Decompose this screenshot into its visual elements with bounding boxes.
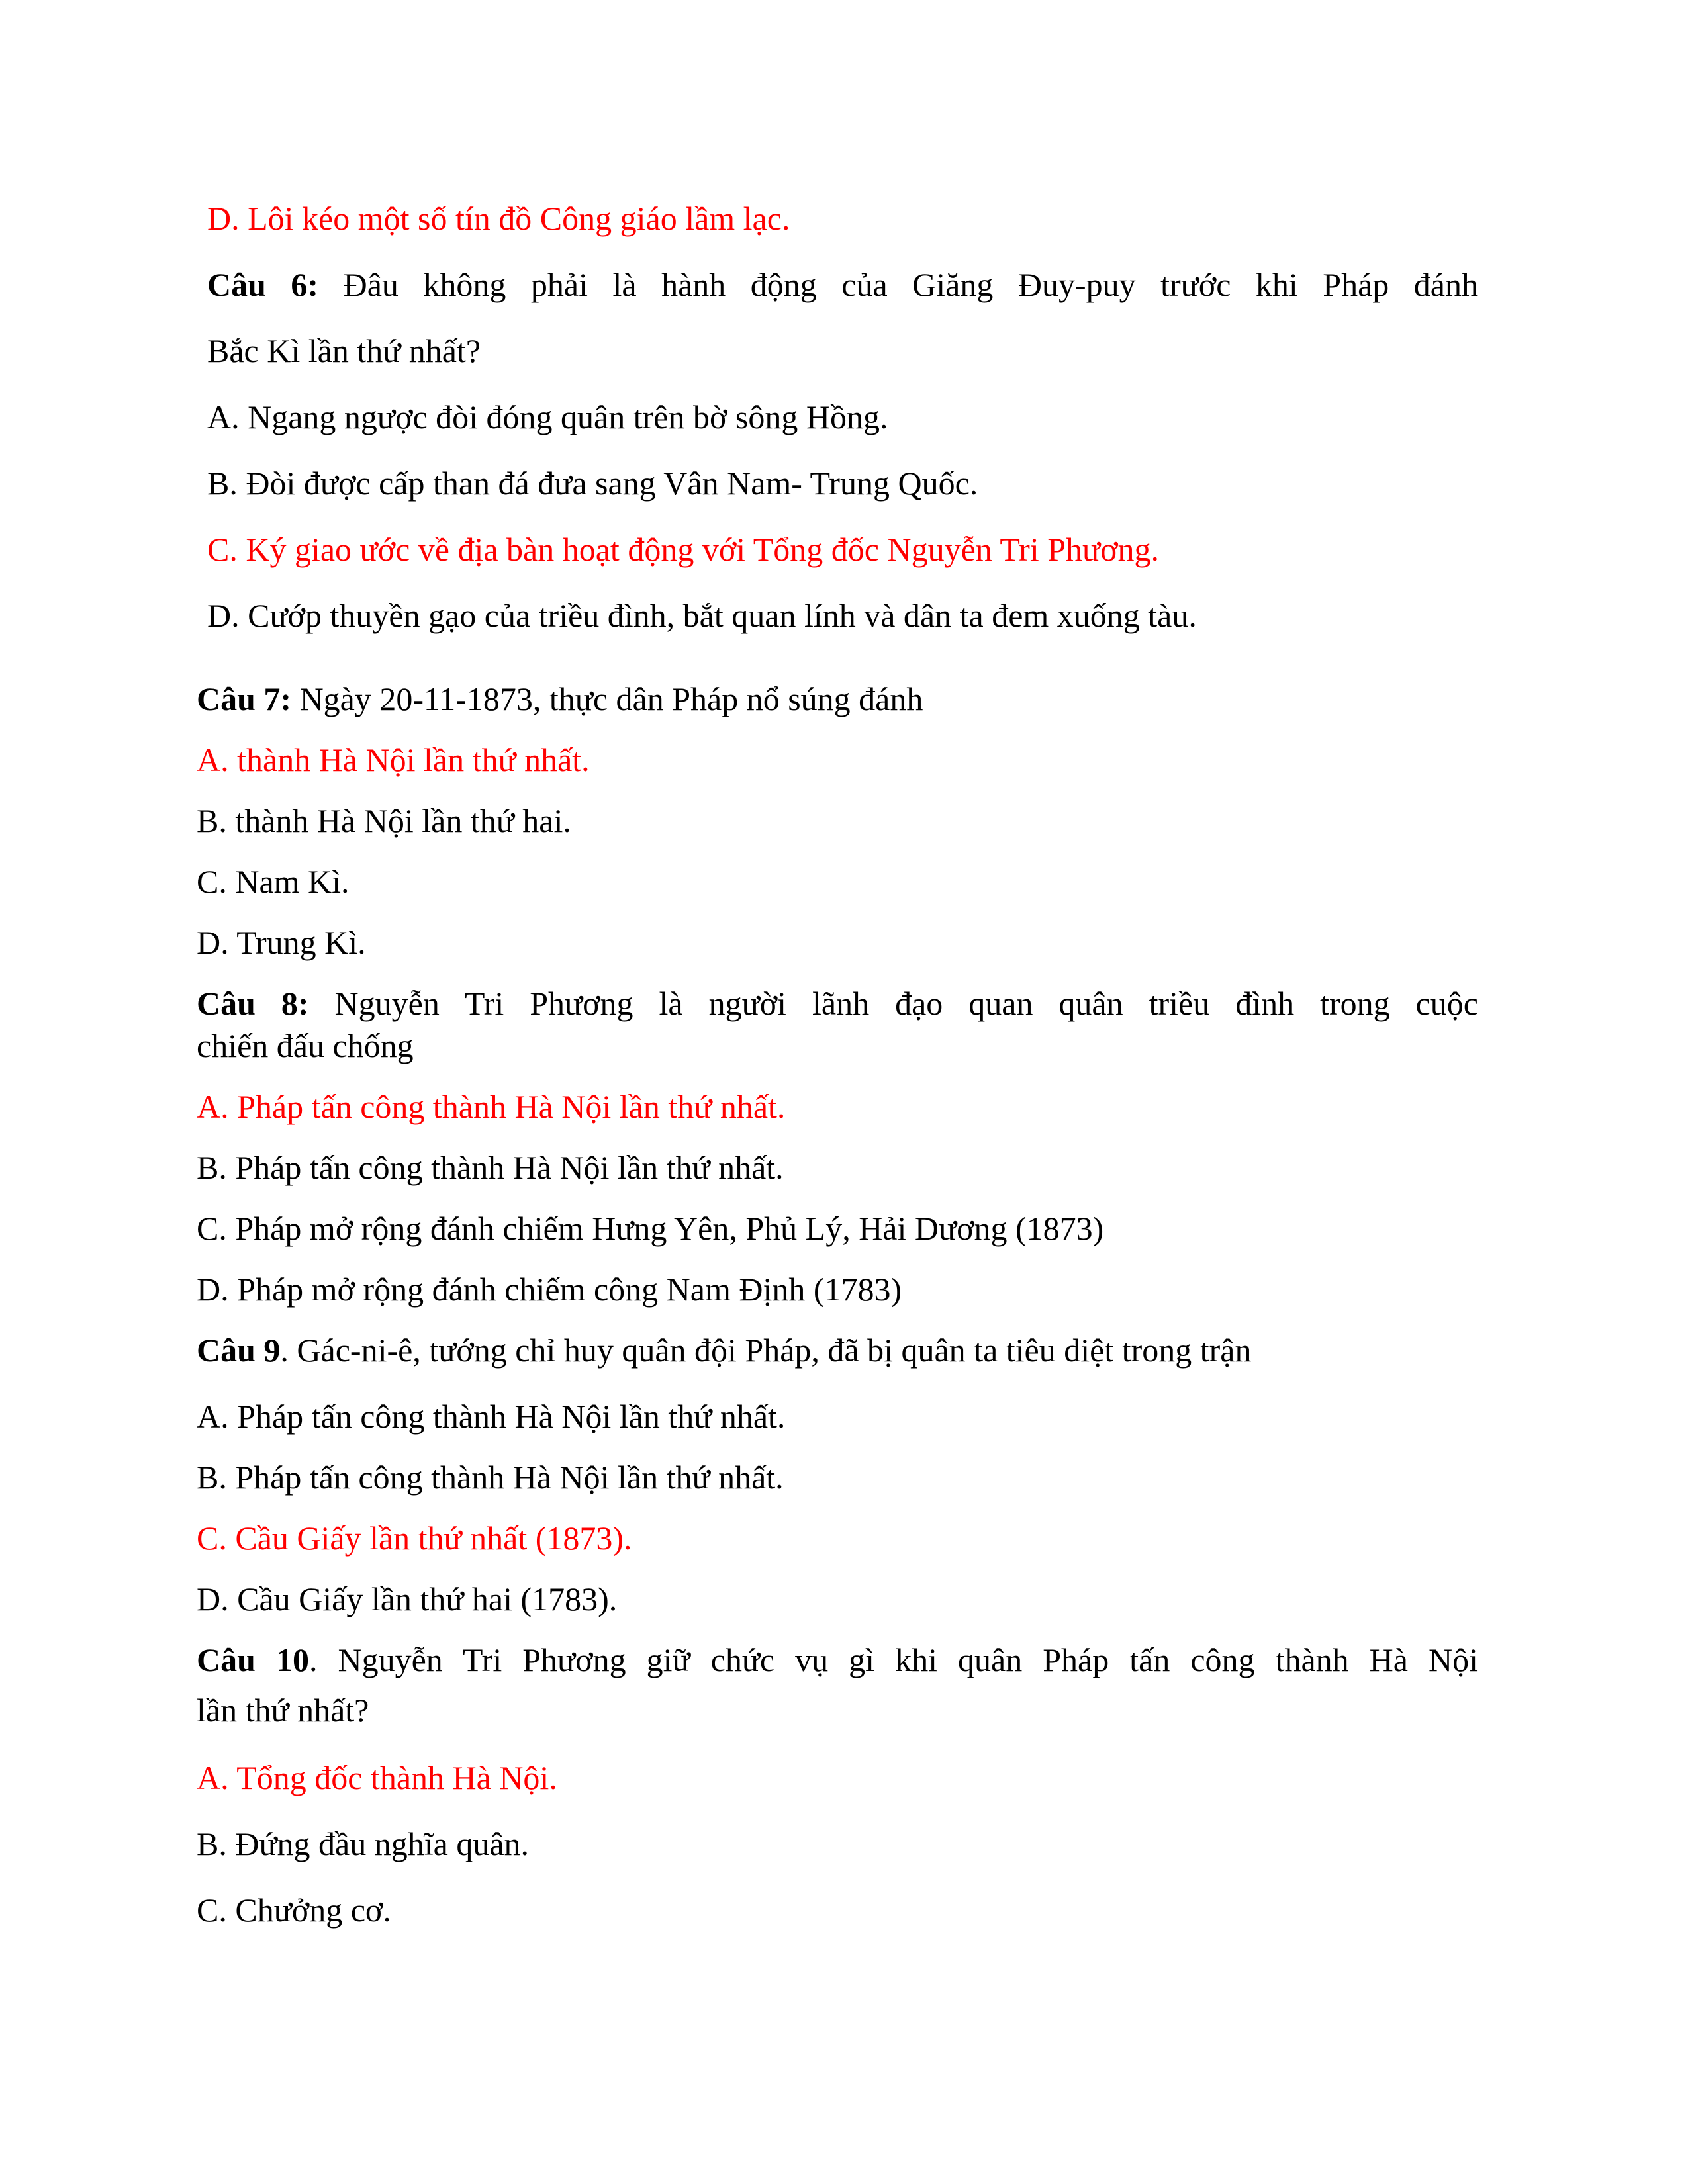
question-9-label: Câu 9 xyxy=(197,1332,281,1369)
question-6-option-c: C. Ký giao ước về địa bàn hoạt động với Tổng đốc Nguyễn Tri Phương. xyxy=(207,531,1160,568)
question-6-option-a: A. Ngang ngược đòi đóng quân trên bờ sông Hồng. xyxy=(207,398,888,435)
question-7-text: Ngày 20-11-1873, thực dân Pháp nổ súng đánh xyxy=(291,680,923,717)
question-6-text-cont: Bắc Kì lần thứ nhất? xyxy=(207,332,481,369)
question-10-option-b: B. Đứng đầu nghĩa quân. xyxy=(197,1825,530,1862)
question-10-text: . Nguyễn Tri Phương giữ chức vụ gì khi quân Pháp tấn công thành Hà Nội xyxy=(308,1641,1479,1678)
question-10 xyxy=(197,1640,1478,1680)
question-6-option-d: D. Cướp thuyền gạo của triều đình, bắt quan lính và dân ta đem xuống tàu. xyxy=(207,597,1197,634)
question-8-text-cont: chiến đấu chống xyxy=(197,1027,414,1064)
question-8-option-a: A. Pháp tấn công thành Hà Nội lần thứ nhất. xyxy=(197,1088,786,1125)
question-10-option-a: A. Tổng đốc thành Hà Nội. xyxy=(197,1759,557,1796)
question-10-option-c: C. Chưởng cơ. xyxy=(197,1891,391,1929)
question-10-label: Câu 10 xyxy=(197,1641,309,1678)
question-10-text-cont: lần thứ nhất? xyxy=(197,1692,369,1729)
question-9-option-a: A. Pháp tấn công thành Hà Nội lần thứ nhất. xyxy=(197,1398,786,1435)
question-8 xyxy=(197,983,1478,1023)
question-8-text: Nguyễn Tri Phương là người lãnh đạo quan quân triều đình trong cuộc xyxy=(308,985,1478,1022)
question-7-option-a: A. thành Hà Nội lần thứ nhất. xyxy=(197,741,590,778)
question-9-text: . Gác-ni-ê, tướng chỉ huy quân đội Pháp, đã bị quân ta tiêu diệt trong trận xyxy=(280,1332,1252,1369)
question-9-option-b: B. Pháp tấn công thành Hà Nội lần thứ nhất. xyxy=(197,1459,784,1496)
question-9-option-c: C. Cầu Giấy lần thứ nhất (1873). xyxy=(197,1520,632,1557)
prev-answer-d: D. Lôi kéo một số tín đồ Công giáo lầm lạc. xyxy=(207,200,790,237)
question-8-label: Câu 8: xyxy=(197,985,309,1022)
question-6-text: Đâu không phải là hành động của Giăng Đuy-puy trước khi Pháp đánh xyxy=(318,266,1478,303)
question-8-option-b: B. Pháp tấn công thành Hà Nội lần thứ nhất. xyxy=(197,1149,784,1186)
question-8-option-c: C. Pháp mở rộng đánh chiếm Hưng Yên, Phủ Lý, Hải Dương (1873) xyxy=(197,1210,1104,1247)
question-9-option-d: D. Cầu Giấy lần thứ hai (1783). xyxy=(197,1580,618,1617)
question-9 xyxy=(197,1330,1478,1370)
question-7-label: Câu 7: xyxy=(197,680,292,717)
question-8-option-d: D. Pháp mở rộng đánh chiếm công Nam Định (1783) xyxy=(197,1271,902,1308)
question-6-label: Câu 6: xyxy=(207,266,319,303)
question-7-option-b: B. thành Hà Nội lần thứ hai. xyxy=(197,802,571,839)
question-6-option-b: B. Đòi được cấp than đá đưa sang Vân Nam- Trung Quốc. xyxy=(207,465,978,502)
question-7 xyxy=(197,679,1478,719)
question-7-option-d: D. Trung Kì. xyxy=(197,924,366,961)
question-7-option-c: C. Nam Kì. xyxy=(197,863,350,900)
question-6 xyxy=(207,265,1478,304)
